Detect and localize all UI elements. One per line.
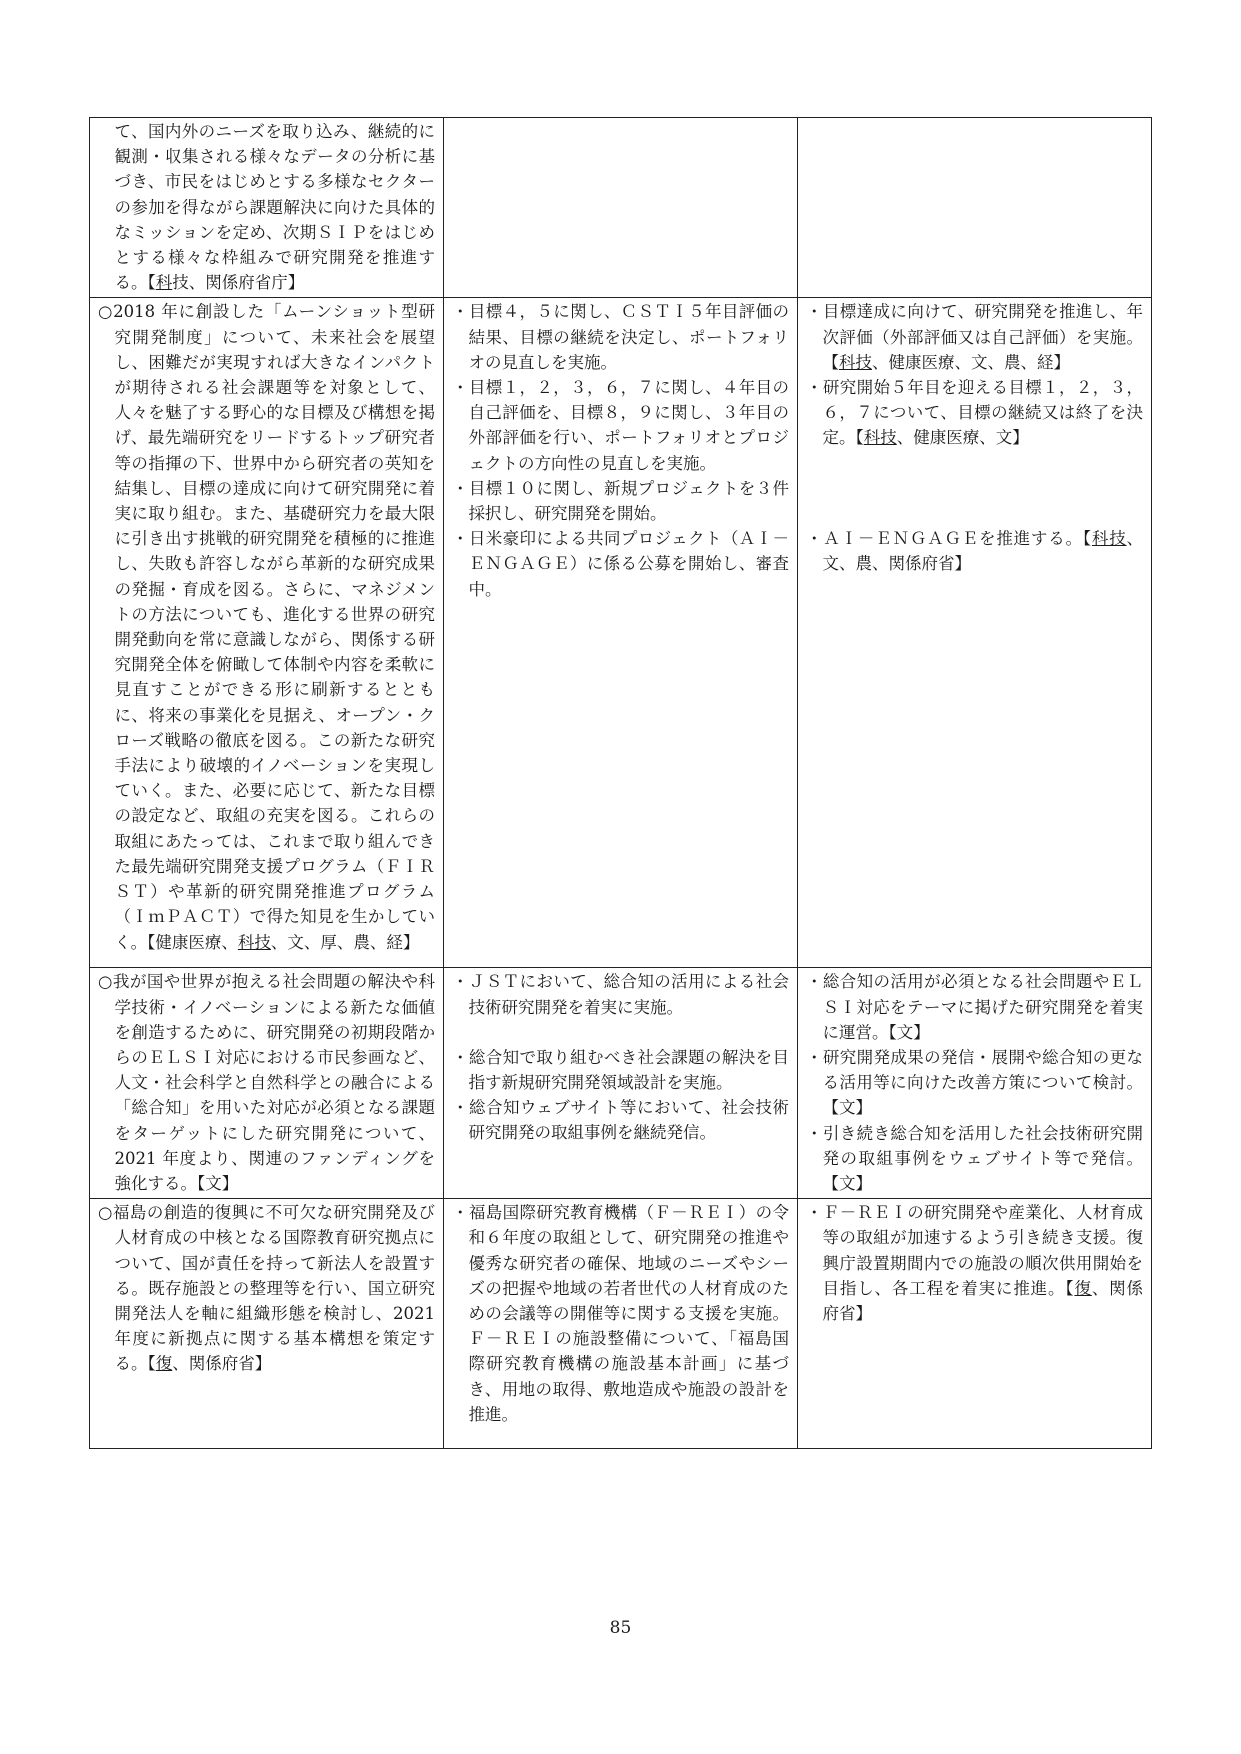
plan-item: ・引き続き総合知を活用した社会技術研究開発の取組事例をウェブサイト等で発信。【文】: [806, 1123, 1143, 1194]
plan-cell: [798, 968, 1152, 1199]
plan-item: ・目標達成に向けて、研究開発を推進し、年次評価（外部評価又は自己評価）を実施。【科技、健康医療、文、農、経】: [806, 302, 1143, 372]
ministry-tag: 科技: [839, 352, 872, 372]
progress-item: ・目標１，２，３，６，７に関し、４年目の自己評価を、目標８，９に関し、３年目の外部評価を行い、ポートフォリオとプロジェクトの方向性の見直しを実施。: [452, 378, 789, 473]
progress-item: ・日米豪印による共同プロジェクト（ＡＩ－ＥＮＧＡＧＥ）に係る公募を開始し、審査中。: [452, 529, 789, 599]
measure-text: て、国内外のニーズを取り込み、継続的に観測・収集される様々なデータの分析に基づき、市民をはじめとする多様なセクターの参加を得ながら課題解決に向けた具体的なミッションを定め、次期ＳＩＰをはじめとする様々な枠組みで研究開発を推進する。【科技、関係府省庁】: [114, 122, 435, 293]
plan-item: ・Ｆ－ＲＥＩの研究開発や産業化、人材育成等の取組が加速するよう引き続き支援。復興庁設置期間内での施設の順次供用開始を目指し、各工程を着実に推進。【復、関係府省】: [806, 1203, 1144, 1324]
table-row: [90, 118, 1152, 298]
progress-cell: [444, 118, 798, 298]
ministry-tag: 復: [155, 1354, 173, 1374]
measure-cell: [90, 1199, 444, 1449]
ministry-tag: 科技: [863, 428, 897, 448]
plan-item: ・ＡＩ－ＥＮＧＡＧＥを推進する。【科技、文、農、関係府省】: [806, 528, 1144, 573]
measure-cell: [90, 968, 444, 1199]
progress-item: ・目標１０に関し、新規プロジェクトを３件採択し、研究開発を開始。: [452, 478, 789, 524]
measure-text: ○福島の創造的復興に不可欠な研究開発及び人材育成の中核となる国際教育研究拠点について、国が責任を持って新法人を設置する。既存施設との整理等を行い、国立研究開発法人を軸に組織形態を検討し、2021 年度に新拠点に関する基本構想を策定する。【復、関係府省】: [98, 1203, 435, 1374]
table-row: [90, 968, 1152, 1199]
progress-item: ・ＪＳＴにおいて、総合知の活用による社会技術研究開発を着実に実施。: [452, 972, 789, 1017]
measure-cell: [90, 298, 444, 968]
measure-text: ○我が国や世界が抱える社会問題の解決や科学技術・イノベーションによる新たな価値を創造するために、研究開発の初期段階からのＥＬＳＩ対応における市民参画など、人文・社会科学と自然科学との融合による「総合知」を用いた対応が必須となる課題をターゲットにした研究開発について、2021 年度より、関連のファンディングを強化する。【文】: [98, 972, 435, 1194]
ministry-tag: 科技: [1091, 528, 1127, 548]
progress-cell: [444, 968, 798, 1199]
plan-cell: [798, 1199, 1152, 1449]
table-row: [90, 1199, 1152, 1449]
measure-cell: [90, 118, 444, 298]
plan-item: ・総合知の活用が必須となる社会問題やＥＬＳＩ対応をテーマに掲げた研究開発を着実に運営。【文】: [806, 972, 1143, 1042]
plan-cell: [798, 298, 1152, 968]
progress-item: ・福島国際研究教育機構（Ｆ－ＲＥＩ）の令和６年度の取組として、研究開発の推進や優秀な研究者の確保、地域のニーズやシーズの把握や地域の若者世代の人材育成のための会議等の開催等に関する支援を実施。Ｆ－ＲＥＩの施設整備について、「福島国際研究教育機構の施設基本計画」に基づき、用地の取得、敷地造成や施設の設計を推進。: [452, 1203, 789, 1424]
page-number: 85: [609, 1618, 632, 1638]
progress-cell: [444, 1199, 798, 1449]
progress-cell: [444, 298, 798, 968]
plan-item: ・研究開始５年目を迎える目標１，２，３，６，７について、目標の継続又は終了を決定。【科技、健康医療、文】: [806, 378, 1143, 448]
progress-item: ・総合知で取り組むべき社会課題の解決を目指す新規研究開発領域設計を実施。: [452, 1047, 789, 1093]
policy-table: [89, 117, 1152, 1449]
ministry-tag: 科: [155, 273, 173, 293]
plan-cell: [798, 118, 1152, 298]
table-row: [90, 298, 1152, 968]
plan-item: ・研究開発成果の発信・展開や総合知の更なる活用等に向けた改善方策について検討。【文】: [806, 1048, 1143, 1118]
ministry-tag: 復: [1074, 1278, 1092, 1298]
progress-item: ・目標４，５に関し、ＣＳＴＩ５年目評価の結果、目標の継続を決定し、ポートフォリオの見直しを実施。: [452, 302, 789, 372]
progress-item: ・総合知ウェブサイト等において、社会技術研究開発の取組事例を継続発信。: [452, 1098, 789, 1143]
ministry-tag: 科技: [237, 932, 271, 952]
measure-text: ○2018 年に創設した「ムーンショット型研究開発制度」について、未来社会を展望し、困難だが実現すれば大きなインパクトが期待される社会課題等を対象として、人々を魅了する野心的な目標及び構想を掲げ、最先端研究をリードするトップ研究者等の指揮の下、世界中から研究者の英知を結集し、目標の達成に向けて研究開発に着実に取り組む。また、基礎研究力を最大限に引き出す挑戦的研究開発を積極的に推進し、失敗も許容しながら革新的な研究成果の発掘・育成を図る。さらに、マネジメントの方法についても、進化する世界の研究開発動向を常に意識しながら、関係する研究開発全体を俯瞰して体制や内容を柔軟に見直すことができる形に刷新するとともに、将来の事業化を見据え、オープン・クローズ戦略の徹底を図る。この新たな研究手法により破壊的イノベーションを実現していく。また、必要に応じて、新たな目標の設定など、取組の充実を図る。これらの取組にあたっては、これまで取り組んできた最先端研究開発支援プログラム（ＦＩＲＳＴ）や革新的研究開発推進プログラム（ＩｍＰＡＣＴ）で得た知見を生かしていく。【健康医療、科技、文、厚、農、経】: [98, 302, 435, 952]
